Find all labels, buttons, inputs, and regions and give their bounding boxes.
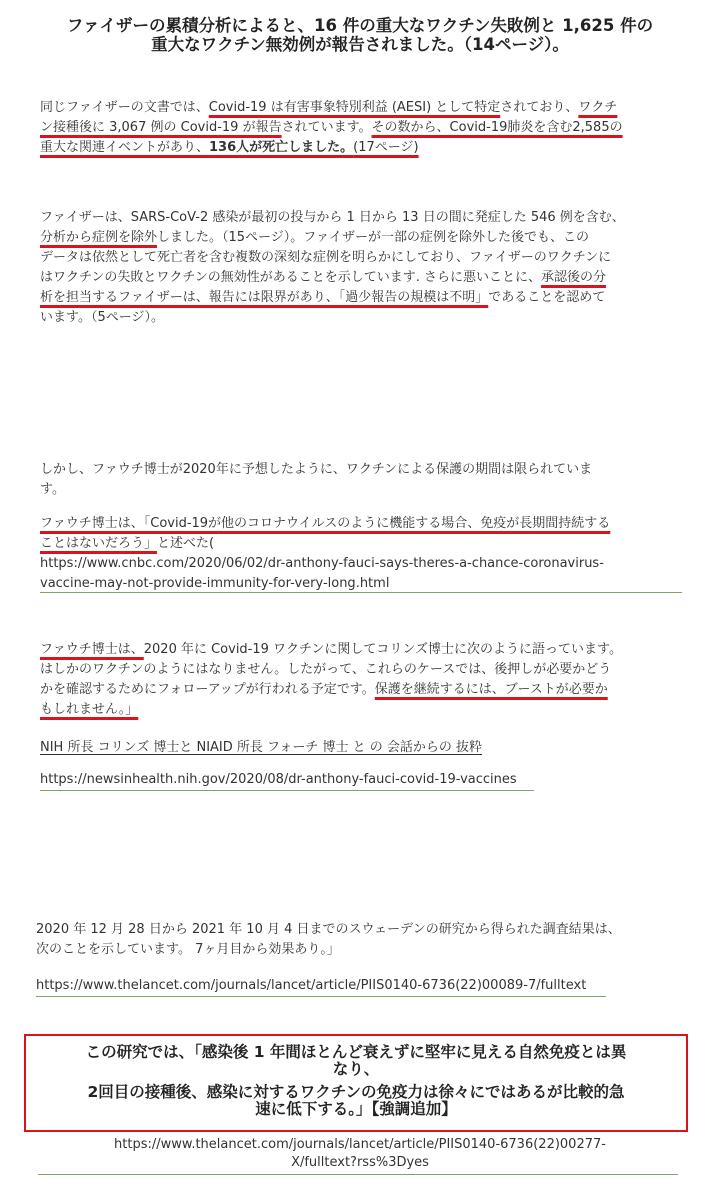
quote-line: なり、 [332, 1060, 380, 1078]
para-line: はワクチンの失敗とワクチンの無効性があることを示しています. さらに悪いことに、承認後の分 [40, 270, 606, 285]
paragraph-sweden-study [36, 920, 700, 960]
nih-link[interactable]: https://newsinhealth.nih.gov/2020/08/dr-anthony-fauci-covid-19-vaccines [40, 772, 517, 787]
quote-line: この研究では、「感染後 1 年間ほとんど衰えずに堅牢に見える自然免疫とは異 [85, 1043, 627, 1061]
paragraph-fauci-collins [40, 640, 700, 720]
link-rule [40, 592, 682, 593]
para-line: 次のことを示しています。 7ヶ月目から効果あり。」 [36, 942, 340, 957]
title-line-1: ファイザーの累積分析によると、16 件の重大なワクチン失敗例と 1,625 件の [66, 16, 654, 35]
para-line: ことはないだろう」と述べた( [40, 536, 215, 551]
paragraph-fauci-prediction [40, 460, 700, 500]
para-line: ファイザーは、SARS-CoV-2 感染が最初の投与から 1 日から 13 日の間に発症した 546 例を含む、 [40, 210, 625, 225]
para-line: ファウチ博士は、「Covid-19が他のコロナウイルスのように機能する場合、免疫が長期間持続する [40, 516, 611, 531]
para-line: もしれません。」 [40, 702, 139, 717]
para-line: データは依然として死亡者を含む複数の深刻な症例を明らかにしており、ファイザーのワクチンに [40, 250, 612, 265]
quote-line: 速に低下する。」【強調追加】 [255, 1100, 457, 1118]
lancet-caption-link[interactable]: https://www.thelancet.com/journals/lancet/article/PIIS0140-6736(22)00277- X/fulltext?rss%3Dyes [114, 1137, 606, 1170]
lancet-link[interactable]: https://www.thelancet.com/journals/lancet/article/PIIS0140-6736(22)00089-7/fulltext [36, 978, 587, 993]
para-line: 析を担当するファイザーは、報告には限界があり、「過少報告の規模は不明」であることを認めて [40, 290, 606, 305]
paragraph-exclusion [40, 208, 700, 328]
para-line: しかし、ファウチ博士が2020年に予想したように、ワクチンによる保護の期間は限られていま [40, 462, 593, 477]
paragraph-aesi [40, 98, 680, 158]
highlight-quote-box [24, 1034, 688, 1132]
para-line: ン接種後に 3,067 例の Covid-19 が報告されています。その数から、Covid-19肺炎を含む2,585の [40, 120, 623, 135]
para-line: す。 [40, 482, 65, 497]
para-line: はしかのワクチンのようにはなりません。したがって、これらのケースでは、後押しが必要かどう [40, 662, 612, 677]
cnbc-link[interactable]: https://www.cnbc.com/2020/06/02/dr-anthony-fauci-says-theres-a-chance-coronavirus- vaccine-may-not-provide-immunity-for-very-long.html [40, 556, 604, 591]
article-title [40, 16, 680, 54]
para-line: います。（5ページ）。 [40, 310, 164, 325]
para-line: 同じファイザーの文書では、Covid-19 は有害事象特別利益 (AESI) として特定されており、ワクチ [40, 100, 618, 115]
link-rule [36, 996, 606, 997]
para-line: 2020 年 12 月 28 日から 2021 年 10 月 4 日までのスウェーデンの研究から得られた調査結果は、 [36, 922, 621, 937]
link-rule [40, 790, 534, 791]
para-line: 分析から症例を除外しました。（15ページ）。ファイザーが一部の症例を除外した後でも、この [40, 230, 590, 245]
title-line-2: 重大なワクチン無効例が報告されました。（14ページ）。 [151, 35, 569, 54]
link-rule [38, 1174, 678, 1175]
para-line: 重大な関連イベントがあり、136人が死亡しました。(17ページ) [40, 140, 419, 155]
para-line: ファウチ博士は、2020 年に Covid-19 ワクチンに関してコリンズ博士に次のように語っています。 [40, 642, 622, 657]
quote-line: 2回目の接種後、感染に対するワクチンの免疫力は徐々にではあるが比較的急 [87, 1083, 625, 1101]
paragraph-fauci-quote [40, 514, 700, 594]
nih-source-link[interactable]: NIH 所長 コリンズ 博士と NIAID 所長 フォーチ 博士 と の 会話からの 抜粋 [40, 740, 483, 755]
para-line: かを確認するためにフォローアップが行われる予定です。保護を継続するには、ブーストが必要か [40, 682, 608, 697]
